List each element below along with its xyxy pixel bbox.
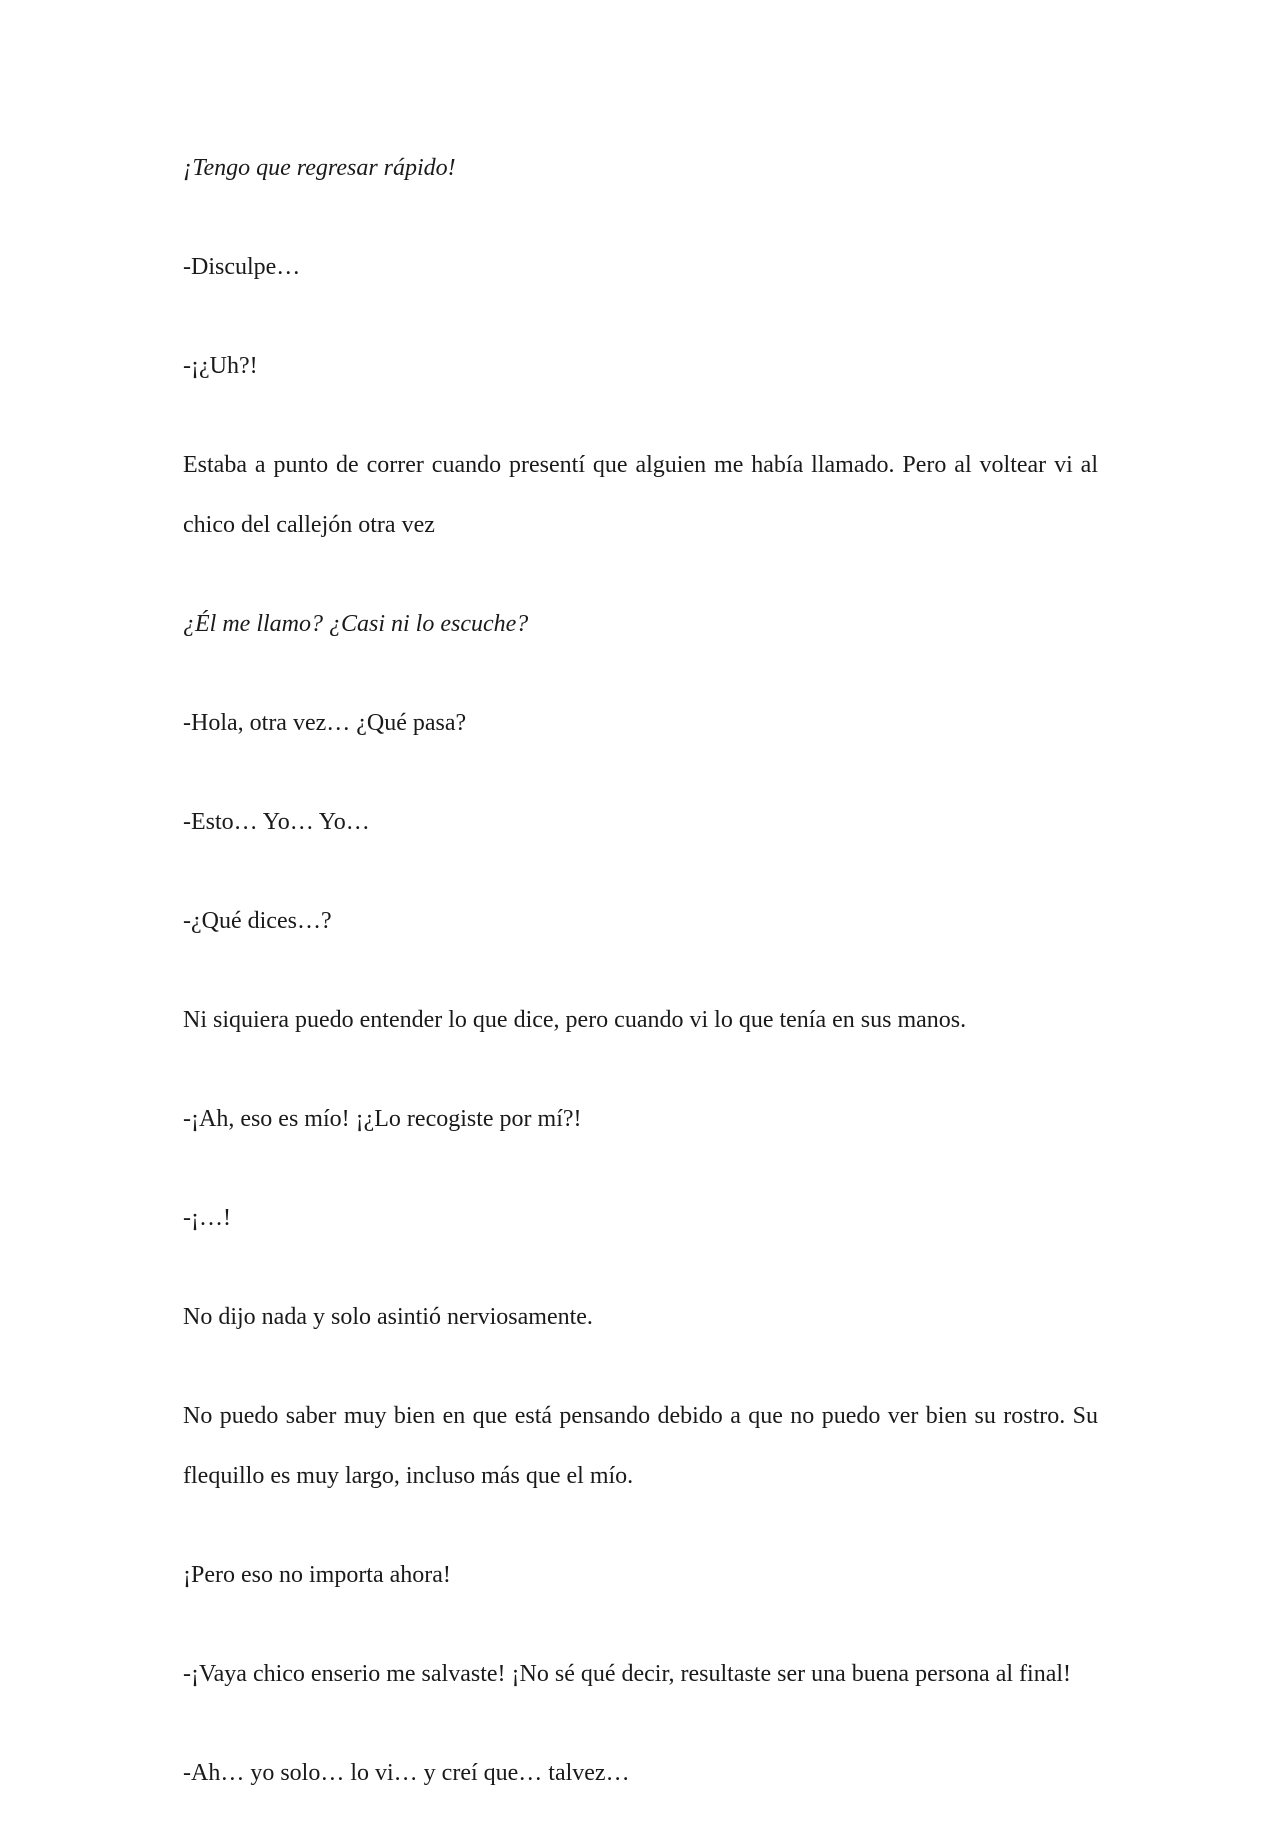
paragraph-narration: No dijo nada y solo asintió nerviosamente. xyxy=(183,1304,593,1330)
document-body xyxy=(183,138,1098,1842)
paragraph-narration: Ni siquiera puedo entender lo que dice, pero cuando vi lo que tenía en sus manos. xyxy=(183,1007,967,1033)
paragraph-narration: No puedo saber muy bien en que está pensando debido a que no puedo ver bien su rostro. Su flequillo es muy largo, incluso más que el mío. xyxy=(183,1403,1098,1489)
paragraph-dialogue: -¡Vaya chico enserio me salvaste! ¡No sé qué decir, resultaste ser una buena persona al final! xyxy=(183,1661,1071,1687)
paragraph-dialogue: -Hola, otra vez… ¿Qué pasa? xyxy=(183,710,467,736)
paragraph-narration: Estaba a punto de correr cuando presentí que alguien me había llamado. Pero al voltear vi al chico del callejón otra vez xyxy=(183,452,1098,538)
paragraph-dialogue: -Ah… yo solo… lo vi… y creí que… talvez… xyxy=(183,1760,630,1786)
paragraph-thought: ¿Él me llamo? ¿Casi ni lo escuche? xyxy=(183,611,529,637)
paragraph-dialogue: -¿Qué dices…? xyxy=(183,908,332,934)
paragraph-dialogue: -¡Ah, eso es mío! ¡¿Lo recogiste por mí?! xyxy=(183,1106,582,1132)
paragraph-dialogue: -Esto… Yo… Yo… xyxy=(183,809,370,835)
paragraph-narration: ¡Pero eso no importa ahora! xyxy=(183,1562,451,1588)
paragraph-thought: ¡Tengo que regresar rápido! xyxy=(183,155,456,181)
paragraph-dialogue: -¡…! xyxy=(183,1205,231,1231)
paragraph-dialogue: -¡¿Uh?! xyxy=(183,353,258,379)
paragraph-dialogue: -Disculpe… xyxy=(183,254,301,280)
